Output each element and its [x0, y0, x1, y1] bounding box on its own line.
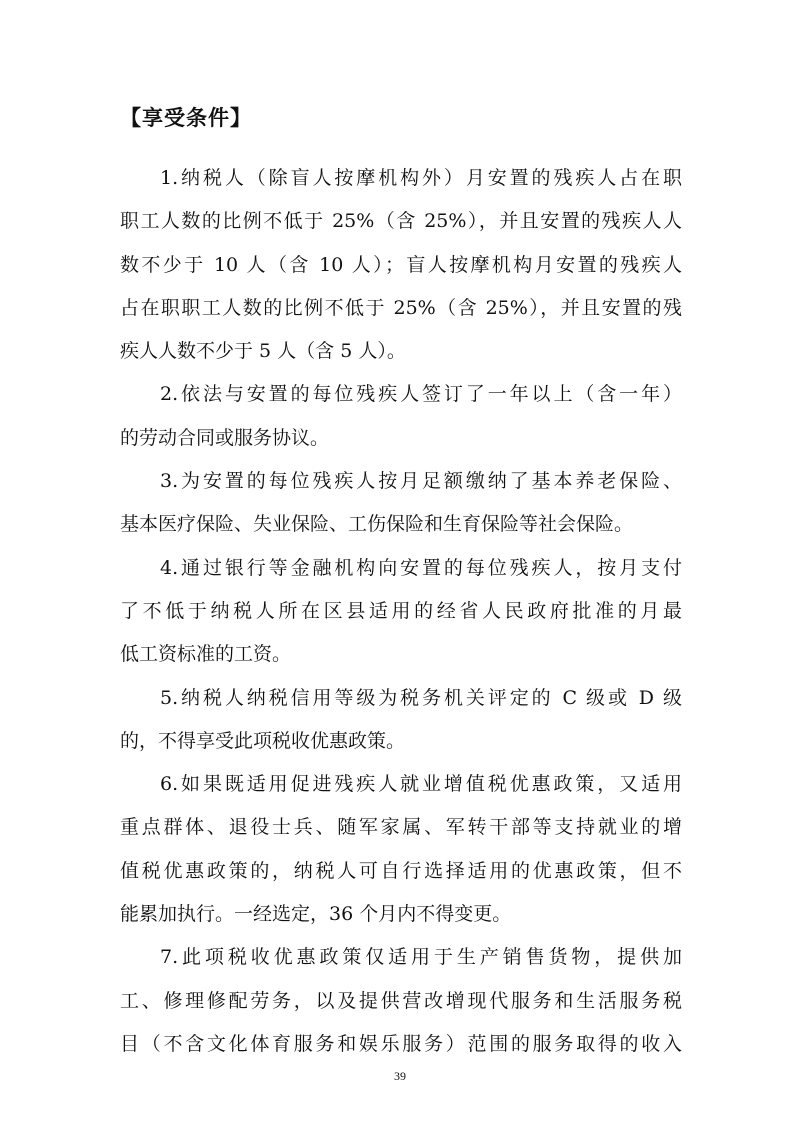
paragraph-1-line: 数不少于 10 人（含 10 人）；盲人按摩机构月安置的残疾人 [120, 253, 682, 276]
paragraph-4-line: 了不低于纳税人所在区县适用的经省人民政府批准的月最 [120, 599, 682, 622]
paragraph-7-line: 目（不含文化体育服务和娱乐服务）范围的服务取得的收入 [120, 1032, 682, 1055]
paragraph-4-line: 4.通过银行等金融机构向安置的每位残疾人，按月支付 [160, 556, 682, 579]
paragraph-7-line: 7.此项税收优惠政策仅适用于生产销售货物，提供加 [160, 946, 682, 969]
paragraph-1-line: 占在职职工人数的比例不低于 25%（含 25%），并且安置的残 [120, 296, 682, 319]
paragraph-5-line: 5.纳税人纳税信用等级为税务机关评定的 C 级或 D 级 [160, 686, 682, 709]
paragraph-5-line: 的，不得享受此项税收优惠政策。 [120, 729, 406, 752]
paragraph-2-line: 2.依法与安置的每位残疾人签订了一年以上（含一年） [160, 383, 682, 406]
paragraph-4-line: 低工资标准的工资。 [120, 643, 292, 666]
page-number: 39 [394, 1069, 406, 1083]
paragraph-6-line: 重点群体、退役士兵、随军家属、军转干部等支持就业的增 [120, 816, 682, 839]
conditions-body [120, 157, 682, 1066]
section-heading: 【享受条件】 [120, 106, 252, 130]
paragraph-1-line: 1.纳税人（除盲人按摩机构外）月安置的残疾人占在职 [160, 167, 682, 189]
paragraph-1-line: 职工人数的比例不低于 25%（含 25%），并且安置的残疾人人 [120, 210, 682, 233]
paragraph-3-line: 3.为安置的每位残疾人按月足额缴纳了基本养老保险、 [160, 470, 682, 493]
paragraph-7-line: 工、修理修配劳务，以及提供营改增现代服务和生活服务税 [120, 989, 682, 1012]
paragraph-1-line: 疾人人数不少于 5 人（含 5 人）。 [120, 340, 406, 363]
paragraph-6-line: 6.如果既适用促进残疾人就业增值税优惠政策，又适用 [160, 773, 682, 796]
paragraph-2-line: 的劳动合同或服务协议。 [120, 426, 330, 449]
paragraph-3-line: 基本医疗保险、失业保险、工伤保险和生育保险等社会保险。 [120, 513, 634, 536]
paragraph-6-line: 值税优惠政策的，纳税人可自行选择适用的优惠政策，但不 [120, 859, 682, 882]
paragraph-6-line: 能累加执行。一经选定，36 个月内不得变更。 [120, 903, 512, 926]
